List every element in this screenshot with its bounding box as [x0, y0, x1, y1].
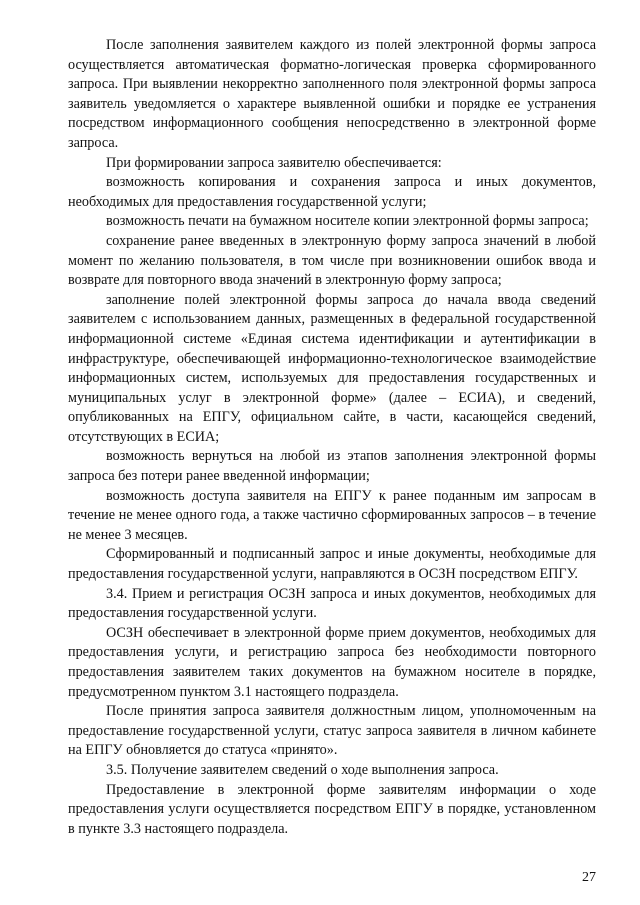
paragraph-return-step: возможность вернуться на любой из этапов заполнения электронной формы запроса без потери ранее введенной информации; [68, 448, 596, 485]
section-heading-3-4: 3.4. Прием и регистрация ОСЗН запроса и иных документов, необходимых для предоставления государственной услуги. [68, 585, 596, 622]
paragraph-print: возможность печати на бумажном носителе копии электронной формы запроса; [106, 213, 589, 230]
paragraph-status-update: После принятия запроса заявителя должностным лицом, уполномоченным на предоставление государственной услуги, статус запроса заявителя в личном кабинете на ЕПГУ обновляется до статуса «принято». [68, 703, 596, 759]
paragraph-submission: Сформированный и подписанный запрос и иные документы, необходимые для предоставления государственной услуги, направляются в ОСЗН посредством ЕПГУ. [68, 546, 596, 583]
paragraph-esia-prefill: заполнение полей электронной формы запроса до начала ввода сведений заявителем с использованием данных, размещенных в федеральной государственной информационной системе «Единая система идентификации и аутентификации в инфраструктуре, обеспечивающей информационно-технологическое взаимодействие информационных систем, используемых для предоставления государственных и муниципальных услуг в электронной форме» (далее – ЕСИА), и сведений, опубликованных на ЕПГУ, официальном сайте, в части, касающейся сведений, отсутствующих в ЕСИА; [68, 291, 596, 445]
paragraph-request-provisions-intro: При формировании запроса заявителю обеспечивается: [106, 154, 442, 171]
document-body [68, 36, 596, 839]
paragraph-access-requests: возможность доступа заявителя на ЕПГУ к ранее поданным им запросам в течение не менее одного года, а также частично сформированных запросов – в течение не менее 3 месяцев. [68, 487, 596, 543]
paragraph-oszn-receipt: ОСЗН обеспечивает в электронной форме прием документов, необходимых для предоставления услуги, и регистрацию запроса без необходимости повторного предоставления заявителем таких документов на бумажном носителе в порядке, предусмотренном пунктом 3.1 настоящего подраздела. [68, 624, 596, 700]
paragraph-progress-info: Предоставление в электронной форме заявителям информации о ходе предоставления услуги осуществляется посредством ЕПГУ в порядке, установленном в пункте 3.3 настоящего подраздела. [68, 781, 596, 837]
paragraph-copy-save: возможность копирования и сохранения запроса и иных документов, необходимых для предоставления государственной услуги; [68, 174, 596, 210]
page-number: 27 [582, 870, 596, 885]
paragraph-form-validation: После заполнения заявителем каждого из полей электронной формы запроса осуществляется автоматическая форматно-логическая проверка сформированного запроса. При выявлении некорректно заполненного поля электронной формы запроса заявитель уведомляется о характере выявленной ошибки и порядке ее устранения посредством информационного сообщения непосредственно в электронной форме запроса. [68, 37, 596, 151]
section-heading-3-5: 3.5. Получение заявителем сведений о ходе выполнения запроса. [106, 761, 499, 778]
paragraph-save-values: сохранение ранее введенных в электронную форму запроса значений в любой момент по желанию пользователя, в том числе при возникновении ошибок ввода и возврате для повторного ввода значений в электронную форму запроса; [68, 232, 596, 289]
